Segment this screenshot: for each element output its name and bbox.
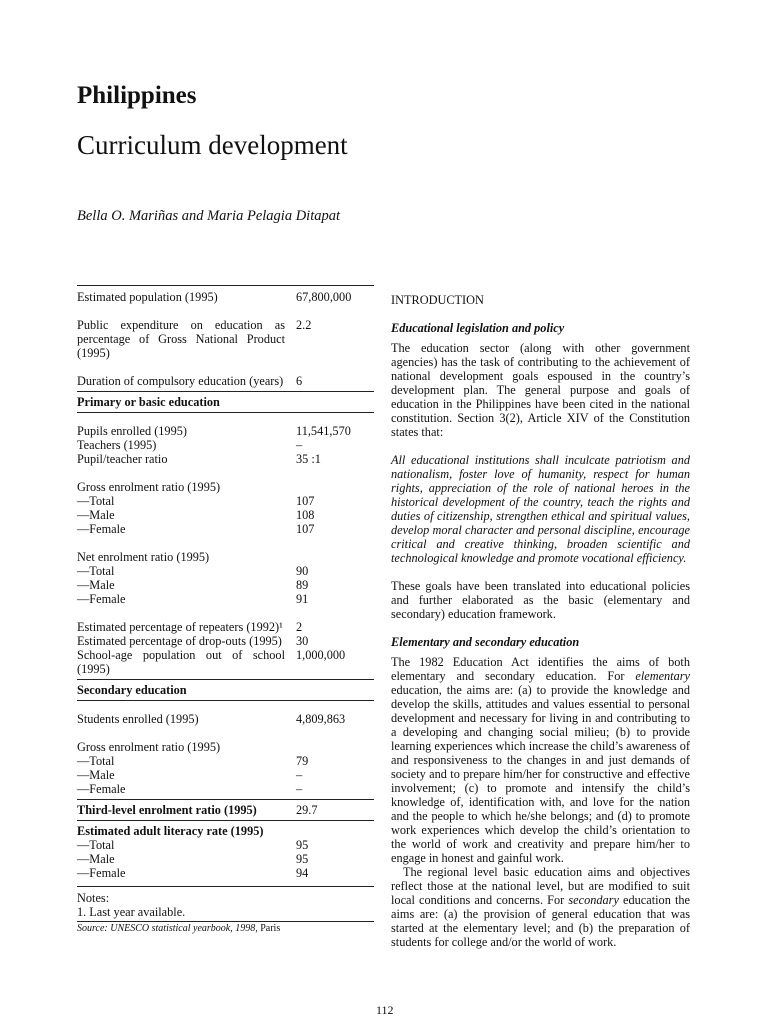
stat-value: 94 — [296, 866, 309, 880]
stat-label: Pupils enrolled (1995) — [77, 424, 187, 438]
stat-label: —Male — [77, 578, 115, 592]
note-item: 1. Last year available. — [77, 905, 186, 919]
stat-label: Gross enrolment ratio (1995) — [77, 480, 221, 494]
stat-label: Estimated percentage of drop-outs (1995) — [77, 634, 282, 648]
stat-label: —Male — [77, 768, 115, 782]
country-title: Philippines — [77, 82, 197, 109]
stat-value: 2 — [296, 620, 303, 634]
stat-label: —Total — [77, 564, 115, 578]
paragraph: The 1982 Education Act identifies the aims of both elementary and secondary education. For elementary education, the aims are: (a) to provide the knowledge and develop the skills, attitudes and values essential to personal development and necessary for living in and contributing to a developing and changing social milieu; (b) to provide learning experiences which increase the child’s awareness of and responsiveness to the changes in and just demands of society and to prepare him/her for constructive and effective involvement; (c) to promote and intensify the child’s knowledge of, identification with, and love for the nation and the people to which he/she belongs; and (d) to promote work experiences which develop the child’s orientation to the world of work and creativity and prepare him/her to engage in honest and gainful work. — [391, 655, 690, 865]
stat-value: 29.7 — [296, 803, 318, 817]
stat-value: 107 — [296, 494, 315, 508]
stat-row-third-level — [77, 803, 374, 817]
legislation-heading: Educational legislation and policy — [391, 321, 565, 335]
stat-value: 79 — [296, 754, 309, 768]
stat-value: 90 — [296, 564, 309, 578]
stat-label: —Total — [77, 494, 115, 508]
stat-value: – — [296, 768, 303, 782]
stat-value: 67,800,000 — [296, 290, 352, 304]
stat-label: Students enrolled (1995) — [77, 712, 199, 726]
page-number: 112 — [376, 1003, 394, 1017]
stat-value: 95 — [296, 852, 309, 866]
stat-value: – — [296, 438, 303, 452]
source-place: Paris — [257, 923, 281, 934]
stat-label: Teachers (1995) — [77, 438, 157, 452]
stat-value: 89 — [296, 578, 309, 592]
stat-label: Gross enrolment ratio (1995) — [77, 740, 221, 754]
stat-row — [77, 290, 374, 304]
stat-row — [77, 374, 374, 388]
section-heading-third-level: Third-level enrolment ratio (1995) — [77, 803, 257, 817]
stat-label: —Male — [77, 508, 115, 522]
chapter-title: Curriculum development — [77, 130, 348, 160]
stat-value: 30 — [296, 634, 309, 648]
stat-label: Net enrolment ratio (1995) — [77, 550, 210, 564]
stat-label: —Total — [77, 754, 115, 768]
section-heading-literacy: Estimated adult literacy rate (1995) — [77, 824, 264, 838]
stat-value: 6 — [296, 374, 303, 388]
stat-value: 11,541,570 — [296, 424, 351, 438]
authors: Bella O. Mariñas and Maria Pelagia Ditapat — [77, 208, 340, 224]
paragraph: The education sector (along with other government agencies) has the task of contributing to the achievement of national development goals espoused in the country’s development plan. The general purpose and goals of education in the Philippines have been cited in the national constitution. Section 3(2), Article XIV of the Constitution states that: — [391, 341, 690, 439]
source-note — [77, 922, 374, 936]
stat-row — [77, 318, 374, 360]
stat-label: Duration of compulsory education (years) — [77, 374, 284, 388]
stat-value: 95 — [296, 838, 309, 852]
stat-label: —Total — [77, 838, 115, 852]
stat-value: – — [296, 782, 303, 796]
stat-label: —Female — [77, 522, 126, 536]
statistics-table — [77, 285, 374, 936]
paragraph: These goals have been translated into educational policies and further elaborated as the basic (elementary and secondary) education framework. — [391, 579, 690, 621]
stat-label: Estimated percentage of repeaters (1992)¹ — [77, 620, 283, 634]
stat-value: 4,809,863 — [296, 712, 346, 726]
stat-label: Public expenditure on education as percentage of Gross National Product (1995) — [77, 318, 285, 360]
elementary-heading: Elementary and secondary education — [391, 635, 580, 649]
intro-heading: INTRODUCTION — [391, 293, 484, 307]
stat-label: —Female — [77, 866, 126, 880]
stat-value: 107 — [296, 522, 315, 536]
stat-label: —Male — [77, 852, 115, 866]
section-heading-primary: Primary or basic education — [77, 395, 220, 409]
stat-label: Pupil/teacher ratio — [77, 452, 168, 466]
body-column — [391, 285, 690, 949]
source-citation: Source: UNESCO statistical yearbook, 1998, — [77, 923, 258, 934]
stat-value: 108 — [296, 508, 315, 522]
stat-value: 1,000,000 — [296, 648, 346, 662]
stat-label: Estimated population (1995) — [77, 290, 218, 304]
stat-value: 35 :1 — [296, 452, 321, 466]
stat-label: —Female — [77, 592, 126, 606]
stat-label: School-age population out of school (1995) — [77, 648, 285, 676]
paragraph: The regional level basic education aims and objectives reflect those at the national level, but are modified to suit local conditions and concerns. For secondary education the aims are: (a) the provision of general education that was started at the elementary level; and (b) the preparation of students for college and/or the world of work. — [391, 865, 690, 949]
stat-value: 91 — [296, 592, 309, 606]
section-heading-secondary: Secondary education — [77, 683, 187, 697]
constitution-quote: All educational institutions shall inculcate patriotism and nationalism, foster love of humanity, respect for human rights, appreciation of the role of national heroes in the historical development of the country, teach the rights and duties of citizenship, strengthen ethical and spiritual values, develop moral character and personal discipline, encourage critical and creative thinking, broaden scientific and technological knowledge and promote vocational efficiency. — [391, 453, 690, 565]
stat-value: 2.2 — [296, 318, 312, 332]
notes-title: Notes: — [77, 891, 110, 905]
stat-label: —Female — [77, 782, 126, 796]
